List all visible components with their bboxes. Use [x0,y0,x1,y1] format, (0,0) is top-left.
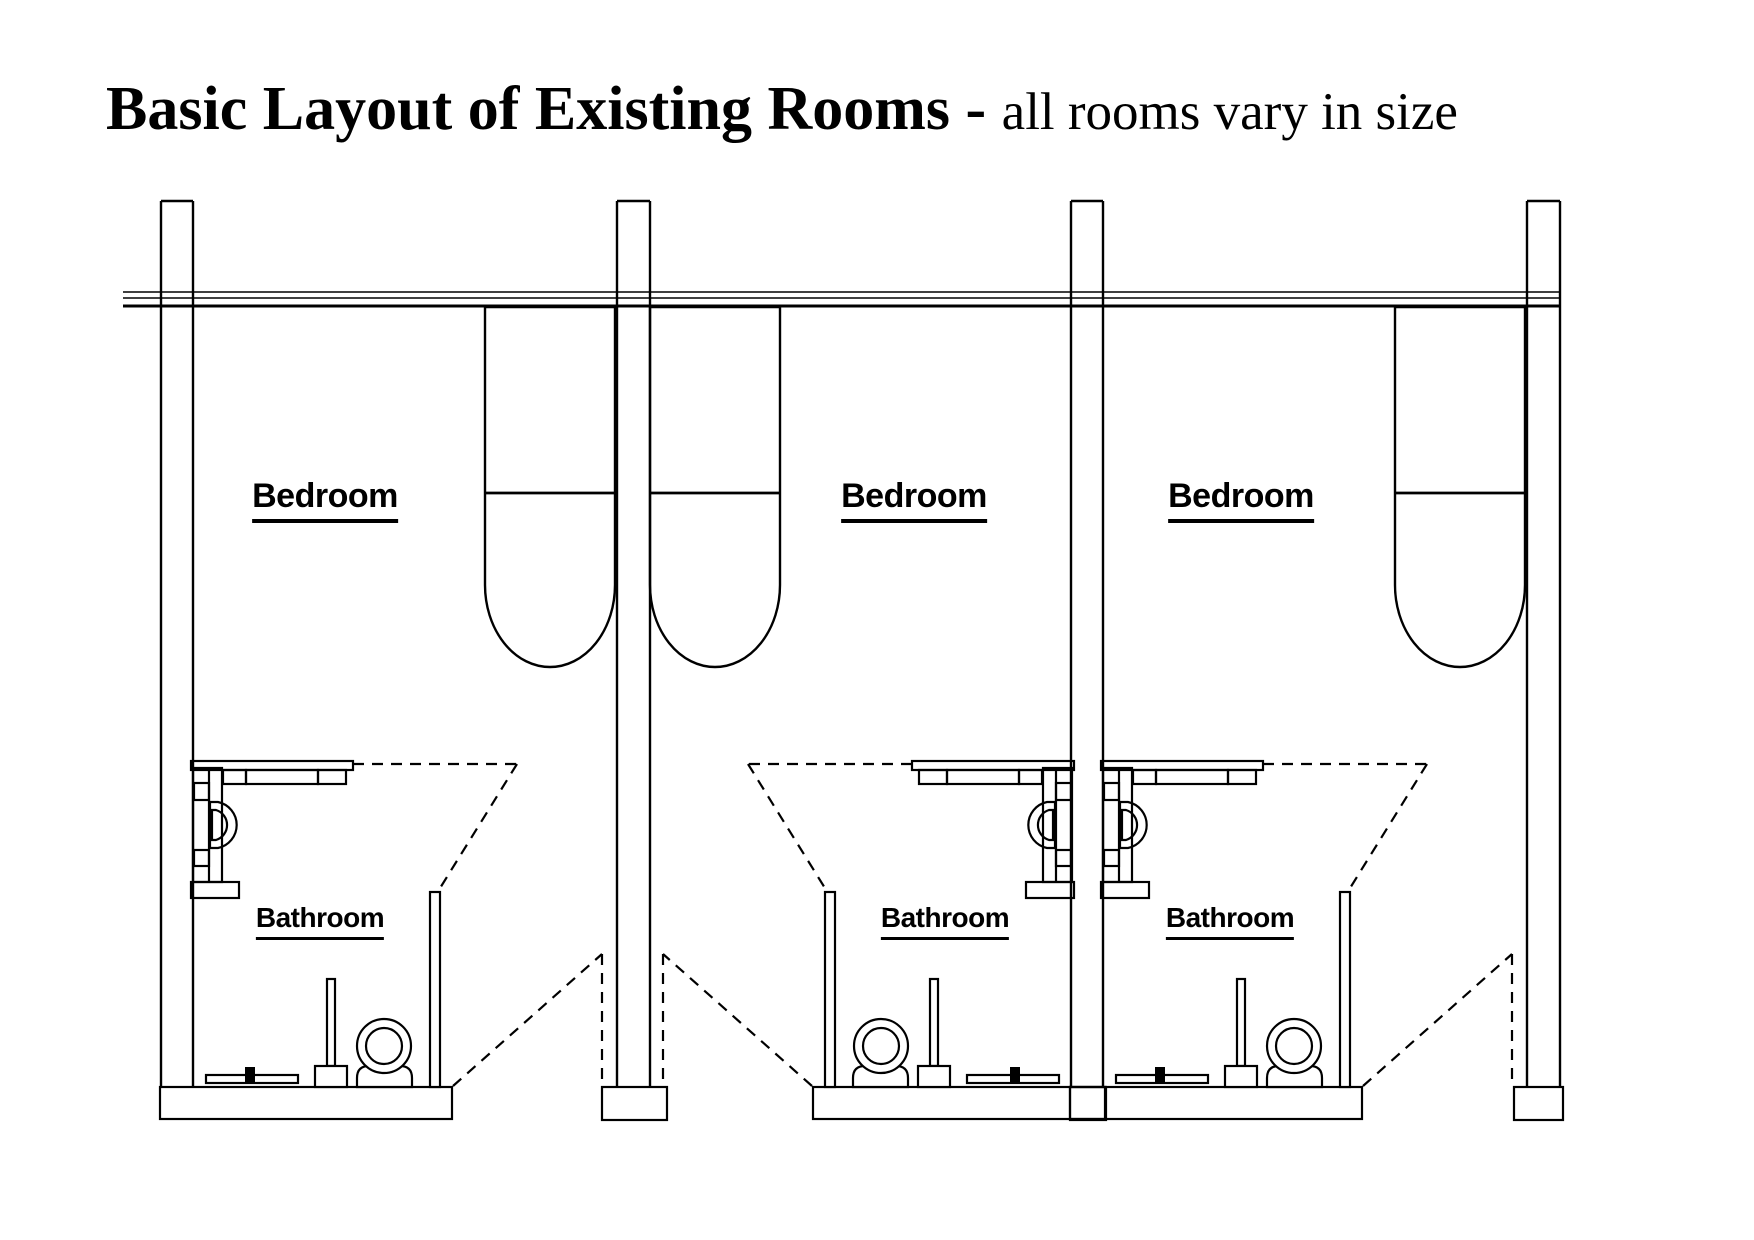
wall-mid-1-footing [602,1087,667,1120]
bathroom-door-dash-diag [437,764,517,893]
unit-2-fixtures [650,307,1105,1119]
shower-partition-wall [825,892,835,1087]
title-main: Basic Layout of Existing Rooms [106,75,951,143]
toilet-bowl-inner [1122,810,1137,840]
bedroom-label-3: Bedroom [1168,477,1314,523]
toilet-bowl-inner [212,810,227,840]
bathroom-door-dash-diag [748,764,828,893]
bedroom-label-2: Bedroom [841,477,987,523]
counter-segment [318,770,346,784]
entry-door-dash-diag [1363,954,1512,1086]
bed [650,307,780,667]
counter-segment [223,770,246,784]
bathroom-label-2: Bathroom [881,902,1009,940]
counter-sink [947,770,1019,784]
bed [485,307,615,667]
counter-segment [1019,770,1042,784]
toilet-base [1101,882,1149,898]
bedroom-label-1: Bedroom [252,477,398,523]
wall-mid-2-footing [1070,1087,1106,1120]
bathroom-plinth [160,1087,452,1119]
brush-handle [930,979,938,1066]
wall-mid-2 [1070,201,1106,1120]
toilet-base [1026,882,1074,898]
wall-mid-1 [602,201,667,1120]
toilet-notch [1056,783,1071,800]
corridor-wall [123,292,1561,306]
counter-sink [246,770,318,784]
wall-left [161,201,193,1087]
toilet-bowl-inner [1038,810,1053,840]
towel-bar-tab [1010,1067,1020,1083]
towel-bar-tab [245,1067,255,1083]
bed [1395,307,1525,667]
wall-right-footing [1514,1087,1563,1120]
counter-segment [919,770,947,784]
toilet-base [191,882,239,898]
unit-1-fixtures [160,307,615,1119]
toilet-notch [1056,850,1071,866]
bathroom-plinth [1070,1087,1362,1119]
toilet-notch [1104,850,1119,866]
bathroom-label-3: Bathroom [1166,902,1294,940]
towel-bar-tab [1155,1067,1165,1083]
title-subtitle: all rooms vary in size [1001,83,1458,141]
bathroom-door-dash-diag [1347,764,1427,893]
brush-base [1225,1066,1257,1087]
bathroom-label-1: Bathroom [256,902,384,940]
counter-sink [1156,770,1228,784]
brush-base [315,1066,347,1087]
wall-right [1514,201,1563,1120]
entry-door-dash-diag [663,954,812,1086]
unit-3-fixtures [1070,307,1525,1119]
brush-base [918,1066,950,1087]
brush-handle [1237,979,1245,1066]
brush-handle [327,979,335,1066]
title-dash: - [950,75,1002,143]
toilet-notch [194,783,209,800]
toilet-notch [194,850,209,866]
counter-segment [1228,770,1256,784]
toilet-notch [1104,783,1119,800]
shower-partition-wall [430,892,440,1087]
counter-segment [1133,770,1156,784]
bathroom-plinth [813,1087,1105,1119]
entry-door-dash-diag [453,954,602,1086]
shower-partition-wall [1340,892,1350,1087]
